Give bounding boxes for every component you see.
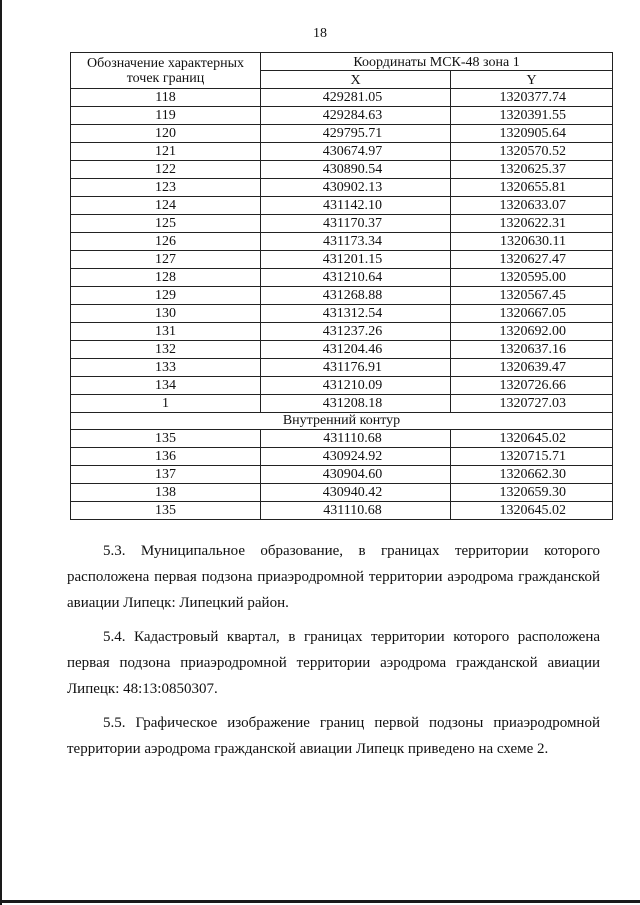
table-row	[71, 484, 613, 502]
point-cell: 135	[71, 502, 261, 520]
x-cell: 431210.64	[261, 269, 451, 287]
table-row	[71, 448, 613, 466]
x-cell: 430904.60	[261, 466, 451, 484]
x-cell: 431237.26	[261, 323, 451, 341]
x-cell: 431110.68	[261, 430, 451, 448]
y-cell: 1320726.66	[451, 377, 613, 395]
x-cell: 431142.10	[261, 197, 451, 215]
paragraph-5-5: 5.5. Графическое изображение границ первой подзоны приаэродромной территории аэродрома гражданской авиации Липецк приведено на схеме 2.	[67, 715, 600, 757]
table-row	[71, 215, 613, 233]
x-cell: 429284.63	[261, 107, 451, 125]
header-y: Y	[451, 71, 613, 89]
coordinates-table	[70, 52, 613, 520]
x-cell: 430902.13	[261, 179, 451, 197]
x-cell: 431170.37	[261, 215, 451, 233]
point-cell: 126	[71, 233, 261, 251]
table-row	[71, 125, 613, 143]
table-row	[71, 107, 613, 125]
header-point: Обозначение характерных точек границ	[71, 53, 261, 89]
point-cell: 127	[71, 251, 261, 269]
y-cell: 1320645.02	[451, 430, 613, 448]
table-row	[71, 161, 613, 179]
point-cell: 133	[71, 359, 261, 377]
y-cell: 1320645.02	[451, 502, 613, 520]
table-row	[71, 377, 613, 395]
x-cell: 431210.09	[261, 377, 451, 395]
paragraph-5-3: 5.3. Муниципальное образование, в границах территории которого расположена первая подзона приаэродромной территории аэродрома гражданской авиации Липецк: Липецкий район.	[67, 543, 600, 611]
y-cell: 1320627.47	[451, 251, 613, 269]
point-cell: 123	[71, 179, 261, 197]
y-cell: 1320715.71	[451, 448, 613, 466]
y-cell: 1320570.52	[451, 143, 613, 161]
y-cell: 1320630.11	[451, 233, 613, 251]
point-cell: 121	[71, 143, 261, 161]
table-row	[71, 233, 613, 251]
y-cell: 1320595.00	[451, 269, 613, 287]
x-cell: 431312.54	[261, 305, 451, 323]
point-cell: 137	[71, 466, 261, 484]
table-row	[71, 502, 613, 520]
point-cell: 135	[71, 430, 261, 448]
point-cell: 125	[71, 215, 261, 233]
scan-left-edge	[0, 0, 2, 905]
inner-contour-section	[71, 413, 613, 430]
body-text	[67, 538, 600, 770]
point-cell: 129	[71, 287, 261, 305]
point-cell: 120	[71, 125, 261, 143]
point-cell: 1	[71, 395, 261, 413]
y-cell: 1320655.81	[451, 179, 613, 197]
y-cell: 1320727.03	[451, 395, 613, 413]
table-row	[71, 287, 613, 305]
point-cell: 130	[71, 305, 261, 323]
point-cell: 134	[71, 377, 261, 395]
x-cell: 429795.71	[261, 125, 451, 143]
point-cell: 124	[71, 197, 261, 215]
point-cell: 132	[71, 341, 261, 359]
y-cell: 1320905.64	[451, 125, 613, 143]
y-cell: 1320639.47	[451, 359, 613, 377]
x-cell: 431201.15	[261, 251, 451, 269]
point-cell: 136	[71, 448, 261, 466]
y-cell: 1320637.16	[451, 341, 613, 359]
header-x: X	[261, 71, 451, 89]
table-row	[71, 179, 613, 197]
y-cell: 1320662.30	[451, 466, 613, 484]
x-cell: 429281.05	[261, 89, 451, 107]
x-cell: 430674.97	[261, 143, 451, 161]
x-cell: 430890.54	[261, 161, 451, 179]
y-cell: 1320692.00	[451, 323, 613, 341]
outer-contour-rows	[71, 89, 613, 413]
y-cell: 1320633.07	[451, 197, 613, 215]
table-row	[71, 341, 613, 359]
header-coords: Координаты МСК-48 зона 1	[261, 53, 613, 71]
y-cell: 1320659.30	[451, 484, 613, 502]
y-cell: 1320622.31	[451, 215, 613, 233]
scan-bottom-edge	[0, 900, 640, 903]
point-cell: 131	[71, 323, 261, 341]
table-row	[71, 251, 613, 269]
x-cell: 431173.34	[261, 233, 451, 251]
y-cell: 1320567.45	[451, 287, 613, 305]
table-row	[71, 305, 613, 323]
x-cell: 430924.92	[261, 448, 451, 466]
x-cell: 431268.88	[261, 287, 451, 305]
y-cell: 1320625.37	[451, 161, 613, 179]
table-row	[71, 323, 613, 341]
paragraph-5-4: 5.4. Кадастровый квартал, в границах территории которого расположена первая подзона приаэродромной территории аэродрома гражданской авиации Липецк: 48:13:0850307.	[67, 629, 600, 697]
x-cell: 431208.18	[261, 395, 451, 413]
table-row	[71, 197, 613, 215]
y-cell: 1320377.74	[451, 89, 613, 107]
page-number: 18	[313, 26, 327, 41]
table-row	[71, 143, 613, 161]
table-row	[71, 89, 613, 107]
y-cell: 1320667.05	[451, 305, 613, 323]
x-cell: 431110.68	[261, 502, 451, 520]
point-cell: 122	[71, 161, 261, 179]
point-cell: 138	[71, 484, 261, 502]
point-cell: 119	[71, 107, 261, 125]
table-row	[71, 430, 613, 448]
inner-contour-label: Внутренний контур	[71, 413, 613, 430]
point-cell: 118	[71, 89, 261, 107]
x-cell: 430940.42	[261, 484, 451, 502]
table-row	[71, 466, 613, 484]
inner-contour-rows	[71, 430, 613, 520]
y-cell: 1320391.55	[451, 107, 613, 125]
table-row	[71, 269, 613, 287]
x-cell: 431204.46	[261, 341, 451, 359]
table-row	[71, 395, 613, 413]
table-row	[71, 359, 613, 377]
x-cell: 431176.91	[261, 359, 451, 377]
point-cell: 128	[71, 269, 261, 287]
